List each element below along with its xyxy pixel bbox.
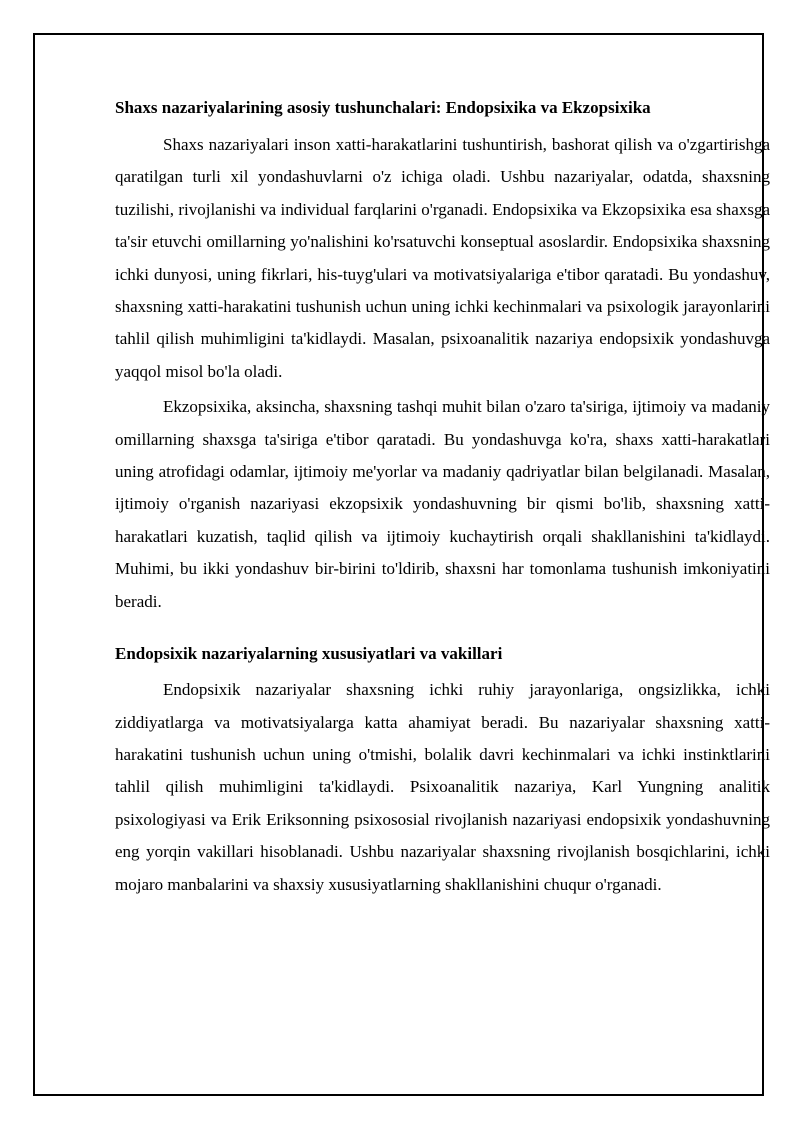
- paragraph-2: Ekzopsixika, aksincha, shaxsning tashqi muhit bilan o'zaro ta'siriga, ijtimoiy va madaniy omillarning shaxsga ta'siriga e'tibor qaratadi. Bu yondashuvga ko'ra, shaxs xatti-harakatlari uning atrofidagi odamlar, ijtimoiy me'yorlar va madaniy qadriyatlar bilan belgilanadi. Masalan, ijtimoiy o'rganish nazariyasi ekzopsixik yondashuvning bir qismi bo'lib, shaxsning xatti-harakatlari kuzatish, taqlid qilish va ijtimoiy kuchaytirish orqali shakllanishini ta'kidlaydi. Muhimi, bu ikki yondashuv bir-birini to'ldirib, shaxsni har tomonlama tushunish imkoniyatini beradi.: [115, 397, 770, 611]
- paragraph-3: Endopsixik nazariyalar shaxsning ichki ruhiy jarayonlariga, ongsizlikka, ichki ziddiyatlarga va motivatsiyalarga katta ahamiyat beradi. Bu nazariyalar shaxsning xatti-harakatini tushunish uchun uning o'tmishi, bolalik davri kechinmalari va ichki instinktlarini tahlil qilish muhimligini ta'kidlaydi. Psixoanalitik nazariya, Karl Yungning analitik psixologiyasi va Erik Eriksonning psixososial rivojlanish nazariyasi endopsixik yondashuvning eng yorqin vakillari hisoblanadi. Ushbu nazariyalar shaxsning rivojlanish bosqichlarini, ichki mojaro manbalarini va shaxsiy xususiyatlarning shakllanishini chuqur o'rganadi.: [115, 680, 770, 894]
- section-heading-1: Shaxs nazariyalarining asosiy tushunchalari: Endopsixika va Ekzopsixika: [115, 98, 651, 117]
- paragraph-1: Shaxs nazariyalari inson xatti-harakatlarini tushuntirish, bashorat qilish va o'zgartirishga qaratilgan turli xil yondashuvlarni o'z ichiga oladi. Ushbu nazariyalar, odatda, shaxsning tuzilishi, rivojlanishi va individual farqlarini o'rganadi. Endopsixika va Ekzopsixika esa shaxsga ta'sir etuvchi omillarning yo'nalishini ko'rsatuvchi konseptual asoslardir. Endopsixika shaxsning ichki dunyosi, uning fikrlari, his-tuyg'ulari va motivatsiyalariga e'tibor qaratadi. Bu yondashuv, shaxsning xatti-harakatini tushunish uchun uning ichki kechinmalari va psixologik jarayonlarini tahlil qilish muhimligini ta'kidlaydi. Masalan, psixoanalitik nazariya endopsixik yondashuvga yaqqol misol bo'la oladi.: [115, 135, 770, 381]
- section-heading-2: Endopsixik nazariyalarning xususiyatlari va vakillari: [115, 644, 503, 664]
- document-body: [115, 96, 770, 904]
